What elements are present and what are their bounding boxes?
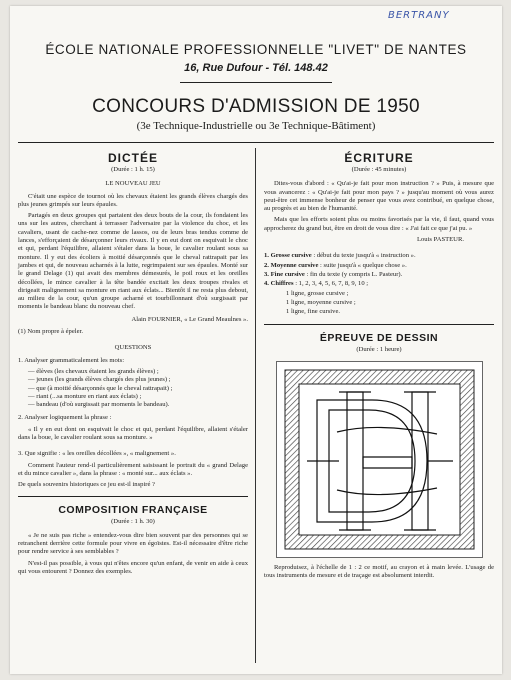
handwritten-name: BERTRANY [388, 10, 450, 21]
list-item: — bandeau (d'où surgissait par moments le bandeau). [28, 401, 170, 409]
dictee-author: Alain FOURNIER, « Le Grand Meaulnes ». [131, 315, 248, 323]
section-divider [18, 496, 248, 497]
ecriture-items [264, 252, 494, 288]
dessin-duration: (Durée : 1 heure) [356, 346, 402, 354]
dictee-footnote: (1) Nom propre à épeler. [18, 328, 83, 336]
ecriture-lines [264, 290, 494, 317]
column-separator [255, 148, 256, 663]
dictee-paragraph: C'était une espèce de tournoi où les chevaux étaient les grands élèves chargés des plus jeunes grimpés sur leurs épaules. [18, 192, 248, 208]
composition-duration: (Durée : 1 h. 30) [111, 517, 155, 525]
dessin-instructions: Reproduisez, à l'échelle de 1 : 2 ce motif, au crayon et à main levée. L'usage de tous instruments de mesure et de traçage est absolument interdit. [264, 563, 494, 580]
dictee-text-title: LE NOUVEAU JEU [105, 180, 161, 188]
ecriture-paragraph: Mais que les efforts soient plus ou moins favorisés par la vie, il faut, quand vous approcherez du grand but, être en droit de vous dire : « J'ai fait ce que j'ai pu. » [264, 216, 494, 232]
list-item: 3. Fine cursive : fin du texte (y compris L. Pasteur). [264, 270, 403, 278]
monogram-motif-image [277, 362, 482, 557]
ecriture-paragraph: Dites-vous d'abord : « Qu'ai-je fait pour mon instruction ? » Puis, à mesure que vous avancerez : « Qu'ai-je fait pour mon pays ? » jusqu'au moment où vous aurez peut-être cet immense bonheur de penser que vous avez contribué, en quelque chose, au progrès et au bien de l'humanité. [264, 180, 494, 213]
question-1: 1. Analyser grammaticalement les mots: [18, 356, 125, 364]
section-divider [264, 324, 494, 325]
list-item: 4. Chiffres : 1, 2, 3, 4, 5, 6, 7, 8, 9, 10 ; [264, 280, 369, 288]
exam-sheet [10, 6, 502, 674]
question-3: 3. Que signifie : « les oreilles décollées », « malignement ». [18, 450, 176, 458]
dessin-title: ÉPREUVE DE DESSIN [319, 332, 439, 345]
composition-paragraph: « Je ne suis pas riche » entendez-vous dire bien souvent par des personnes qui se retranchent derrière cette formule pour vivre en égoïstes. Est-il nécessaire d'être riche pour rendre service à ses semblables ? [18, 531, 248, 556]
question-2: 2. Analyser logiquement la phrase : [18, 414, 112, 422]
question-3-extra: De quels souvenirs historiques ce jeu est-il inspiré ? [18, 481, 155, 489]
dictee-title: DICTÉE [107, 151, 158, 165]
list-item: 2. Moyenne cursive : suite jusqu'à « quelque chose ». [264, 261, 407, 269]
dictee-paragraph: Partagés en deux groupes qui partaient des deux bouts de la cour, ils fondaient les uns sur les autres, cherchant à terrasser l'adversaire par la violence du choc, et les cavaliers, usant de cache-nez comme de lassos, ou de leurs bras tendus comme de lances, s'efforçaient de désarçonner leurs rivaux. Il y en eut dont on esquivait le choc et qui, perdant l'équilibre, allaient s'étaler dans la boue, le cavalier roulant sous sa monture. Il y eut des écoliers à moitié désarçonnés que le cheval rattrapait par les jambes et qui, de nouveau acharnés à la lutte, regrimpaient sur ses épaules. Monté sur le grand Delage (1) qui avait des membres démesurés, le poil roux et les oreilles décollées, le mince cavalier à la tête bandée excitait les deux troupes rivales et dirigeait malignement sa monture en riant aux éclats... Bientôt il ne resta plus debout, au milieu de la cour, qu'un groupe acharné et tourbillonnant d'où surgissait par moments le bandeau blanc du nouveau chef. [18, 212, 248, 311]
composition-title: COMPOSITION FRANÇAISE [58, 503, 208, 516]
questions-title: QUESTIONS [114, 344, 152, 352]
ecriture-title: ÉCRITURE [344, 151, 414, 165]
dictee-duration: (Durée : 1 h. 15) [111, 166, 155, 173]
exam-title: CONCOURS D'ADMISSION DE 1950 [92, 96, 420, 117]
list-item: — élèves (les chevaux étaient les grands élèves) ; [28, 367, 159, 375]
right-column [264, 151, 494, 583]
drawing-motif [276, 361, 483, 558]
school-name: ÉCOLE NATIONALE PROFESSIONNELLE "LIVET" DE NANTES [45, 42, 467, 57]
school-address: 16, Rue Dufour - Tél. 148.42 [184, 62, 328, 74]
question-2-text: « Il y en eut dont on esquivait le choc et qui, perdant l'équilibre, allaient s'étaler dans la boue, le cavalier roulant sous sa monture. » [18, 425, 248, 442]
title-divider [18, 142, 494, 143]
ecriture-author: Louis PASTEUR. [416, 236, 464, 244]
question-3-text: Comment l'auteur rend-il particulièrement saisissant le portrait du « grand Delage et du mince cavalier », dans la phrase : « monté sur... aux éclats ». [18, 461, 248, 477]
composition-paragraph: N'est-il pas possible, à vous qui n'êtes encore qu'un enfant, de venir en aide à ceux qui vous entourent ? Donnez des exemples. [18, 559, 248, 575]
list-item: — que (à moitié désarçonnés que le cheval rattrapait) ; [28, 384, 173, 392]
header-divider [180, 82, 332, 83]
list-item: 1 ligne, grosse cursive ; [286, 289, 349, 297]
left-column [18, 151, 248, 579]
list-item: — jeunes (les grands élèves chargés des plus jeunes) ; [28, 376, 171, 384]
ecriture-duration: (Durée : 45 minutes) [351, 166, 407, 173]
question-1-list [18, 368, 248, 409]
list-item: 1 ligne, fine cursive. [286, 308, 341, 316]
list-item: — riant (...sa monture en riant aux éclats) ; [28, 392, 142, 400]
exam-subtitle: (3e Technique-Industrielle ou 3e Technique-Bâtiment) [136, 120, 376, 132]
list-item: 1 ligne, moyenne cursive ; [286, 298, 356, 306]
list-item: 1. Grosse cursive : début du texte jusqu'à « instruction ». [264, 252, 416, 260]
